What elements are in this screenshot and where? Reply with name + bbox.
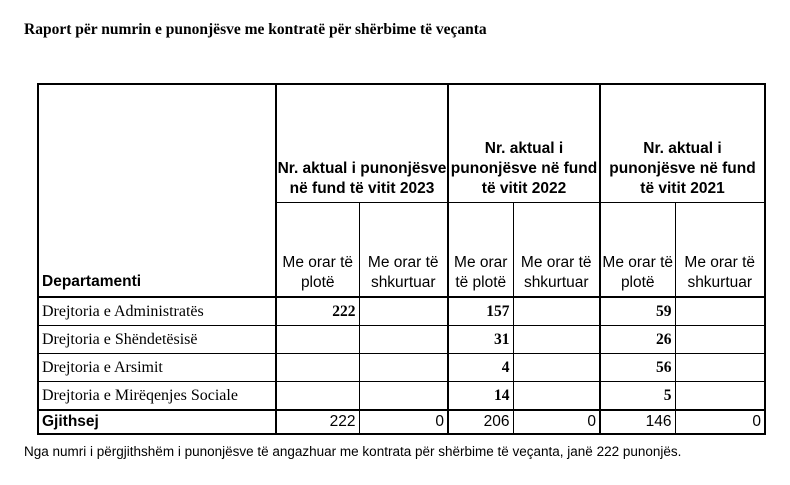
value-cell	[359, 326, 448, 354]
department-header: Departamenti	[38, 84, 276, 297]
department-name: Drejtoria e Mirëqenjes Sociale	[38, 382, 276, 411]
total-value: 0	[513, 410, 600, 434]
department-name: Drejtoria e Administratës	[38, 297, 276, 326]
value-cell: 59	[600, 297, 675, 326]
subheader-full-time-2023: Me orar të plotë	[276, 202, 359, 297]
total-value: 146	[600, 410, 675, 434]
value-cell	[359, 382, 448, 411]
header-2021: Nr. aktual i punonjësve në fund të vitit 2021	[600, 84, 765, 202]
total-value: 222	[276, 410, 359, 434]
value-cell	[675, 326, 765, 354]
value-cell	[513, 326, 600, 354]
employee-report-table	[37, 83, 766, 435]
table-row	[38, 382, 765, 411]
value-cell: 14	[448, 382, 513, 411]
value-cell	[276, 354, 359, 382]
total-row	[38, 410, 765, 434]
value-cell: 31	[448, 326, 513, 354]
report-title: Raport për numrin e punonjësve me kontratë për shërbime të veçanta	[24, 21, 487, 38]
total-value: 206	[448, 410, 513, 434]
table-row	[38, 297, 765, 326]
subheader-part-time-2021: Me orar të shkurtuar	[675, 202, 765, 297]
value-cell: 5	[600, 382, 675, 411]
total-value: 0	[675, 410, 765, 434]
value-cell	[675, 382, 765, 411]
value-cell	[276, 326, 359, 354]
value-cell: 157	[448, 297, 513, 326]
value-cell: 56	[600, 354, 675, 382]
value-cell	[675, 297, 765, 326]
value-cell	[513, 354, 600, 382]
value-cell: 26	[600, 326, 675, 354]
value-cell	[359, 297, 448, 326]
value-cell	[359, 354, 448, 382]
header-2023: Nr. aktual i punonjësve në fund të vitit 2023	[276, 84, 448, 202]
value-cell	[513, 297, 600, 326]
value-cell	[675, 354, 765, 382]
subheader-full-time-2022: Me orar të plotë	[448, 202, 513, 297]
total-value: 0	[359, 410, 448, 434]
subheader-part-time-2023: Me orar të shkurtuar	[359, 202, 448, 297]
value-cell: 4	[448, 354, 513, 382]
subheader-part-time-2022: Me orar të shkurtuar	[513, 202, 600, 297]
total-label: Gjithsej	[38, 410, 276, 434]
department-name: Drejtoria e Arsimit	[38, 354, 276, 382]
table-row	[38, 326, 765, 354]
footnote: Nga numri i përgjithshëm i punonjësve të angazhuar me kontrata për shërbime të veçanta, janë 222 punonjës.	[24, 444, 682, 459]
value-cell	[276, 382, 359, 411]
subheader-full-time-2021: Me orar të plotë	[600, 202, 675, 297]
department-name: Drejtoria e Shëndetësisë	[38, 326, 276, 354]
header-2022: Nr. aktual i punonjësve në fund të vitit 2022	[448, 84, 600, 202]
table-row	[38, 354, 765, 382]
value-cell	[513, 382, 600, 411]
value-cell: 222	[276, 297, 359, 326]
